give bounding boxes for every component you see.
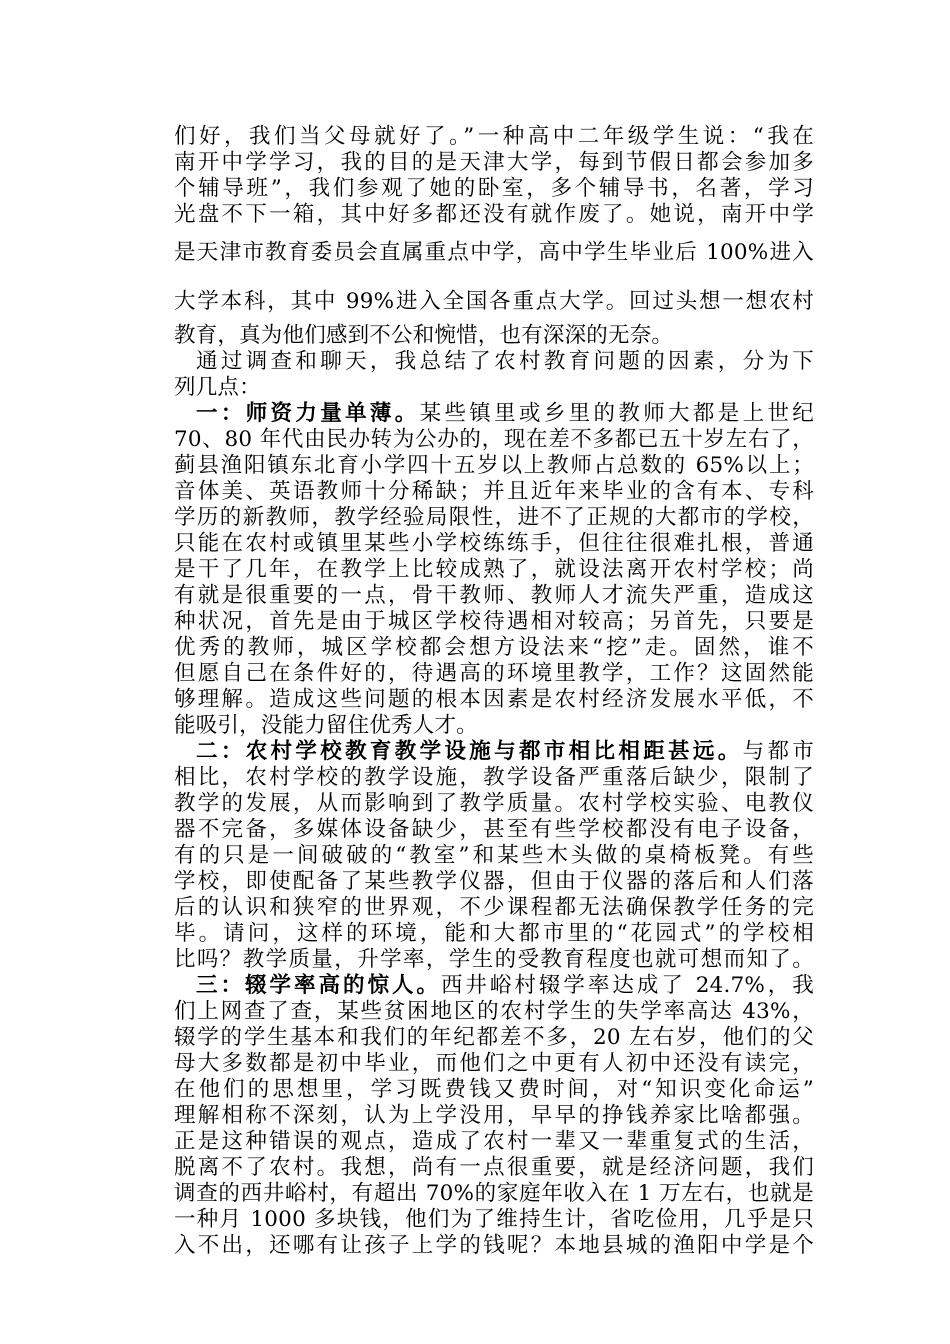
text-line: 只能在农村或镇里某些小学校练练手，但往往很难扎根，普通 [174,531,814,556]
heading-rest: 某些镇里或乡里的教师大都是上世纪 [419,401,814,426]
text-line: 比吗？教学质量，升学率，学生的受教育程度也就可想而知了。 [174,947,814,972]
text-line: 但愿自己在条件好的，待遇高的环境里教学，工作？这固然能 [174,661,814,686]
text-line: 入不出，还哪有让孩子上学的钱呢？本地县城的渔阳中学是个 [174,1233,814,1258]
text-line: 种状况，首先是由于城区学校待遇相对较高；另首先，只要是 [174,609,814,634]
text-line: 相比，农村学校的教学设施，教学设备严重落后缺少，限制了 [174,765,814,790]
text-line: 能吸引，没能力留住优秀人才。 [174,713,478,738]
heading-bold: 一：师资力量单薄。 [196,401,420,426]
text-line: 毕。请问，这样的环境，能和大都市里的“花园式”的学校相 [174,921,814,946]
text-line: 70、80 年代由民办转为公办的，现在差不多都已五十岁左右了， [174,427,814,452]
text-line: 音体美、英语教师十分稀缺；并且近年来毕业的含有本、专科 [174,479,814,504]
text-line: 是天津市教育委员会直属重点中学，高中学生毕业后 100%进入 [174,240,814,265]
text-line: 在他们的思想里，学习既费钱又费时间，对“知识变化命运” [174,1077,814,1102]
text-line: 是干了几年，在教学上比较成熟了，就设法离开农村学校；尚 [174,557,814,582]
text-line: 南开中学学习，我的目的是天津大学，每到节假日都会参加多 [174,150,814,175]
text-line: 列几点： [174,375,261,400]
section-heading-1 [196,401,814,427]
text-line: 调查的西井峪村，有超出 70%的家庭年收入在 1 万左右，也就是 [174,1181,814,1206]
text-line: 学历的新教师，教学经验局限性，进不了正规的大都市的学校， [174,505,814,530]
text-line: 蓟县渔阳镇东北育小学四十五岁以上教师占总数的 65%以上； [174,453,814,478]
text-line: 正是这种错误的观点，造成了农村一辈又一辈重复式的生活， [174,1129,814,1154]
text-line: 大学本科，其中 99%进入全国各重点大学。回过头想一想农村 [174,289,814,314]
heading-rest: 西井峪村辍学率达成了 24.7%，我 [440,973,814,998]
text-line: 们好，我们当父母就好了。”一种高中二年级学生说：“我在 [174,124,814,149]
text-line: 通过调查和聊天，我总结了农村教育问题的因素，分为下 [196,349,814,374]
text-line: 学校，即使配备了某些教学仪器，但由于仪器的落后和人们落 [174,869,814,894]
text-line: 一种月 1000 多块钱，他们为了维持生计，省吃俭用，几乎是只 [174,1207,814,1232]
heading-rest: 与都市 [742,739,815,764]
text-line: 有的只是一间破破的“教室”和某些木头做的桌椅板凳。有些 [174,843,814,868]
text-line: 器不完备，多媒体设备缺少，甚至有些学校都没有电子设备， [174,817,814,842]
text-line: 有就是很重要的一点，骨干教师、教师人才流失严重，造成这 [174,583,814,608]
text-line: 脱离不了农村。我想，尚有一点很重要，就是经济问题，我们 [174,1155,814,1180]
text-line: 教育，真为他们感到不公和惋惜，也有深深的无奈。 [174,323,674,348]
text-line: 们上网查了查，某些贫困地区的农村学生的失学率高达 43%， [174,999,814,1024]
heading-bold: 二：农村学校教育教学设施与都市相比相距甚远。 [196,739,743,764]
text-line: 后的认识和狭窄的世界观，不少课程都无法确保教学任务的完 [174,895,814,920]
section-heading-3 [196,973,814,999]
text-line: 辍学的学生基本和我们的年纪都差不多，20 左右岁，他们的父 [174,1025,814,1050]
text-line: 理解相称不深刻，认为上学没用，早早的挣钱养家比啥都强。 [174,1103,814,1128]
text-line: 教学的发展，从而影响到了教学质量。农村学校实验、电教仪 [174,791,814,816]
heading-bold: 三：辍学率高的惊人。 [196,973,441,998]
text-line: 母大多数都是初中毕业，而他们之中更有人初中还没有读完， [174,1051,814,1076]
text-line: 优秀的教师，城区学校都会想方设法来“挖”走。固然，谁不 [174,635,814,660]
text-line: 光盘不下一箱，其中好多都还没有就作废了。她说，南开中学 [174,202,814,227]
section-heading-2 [196,739,814,765]
text-line: 够理解。造成这些问题的根本因素是农村经济发展水平低，不 [174,687,814,712]
text-line: 个辅导班”，我们参观了她的卧室，多个辅导书，名著，学习 [174,176,814,201]
